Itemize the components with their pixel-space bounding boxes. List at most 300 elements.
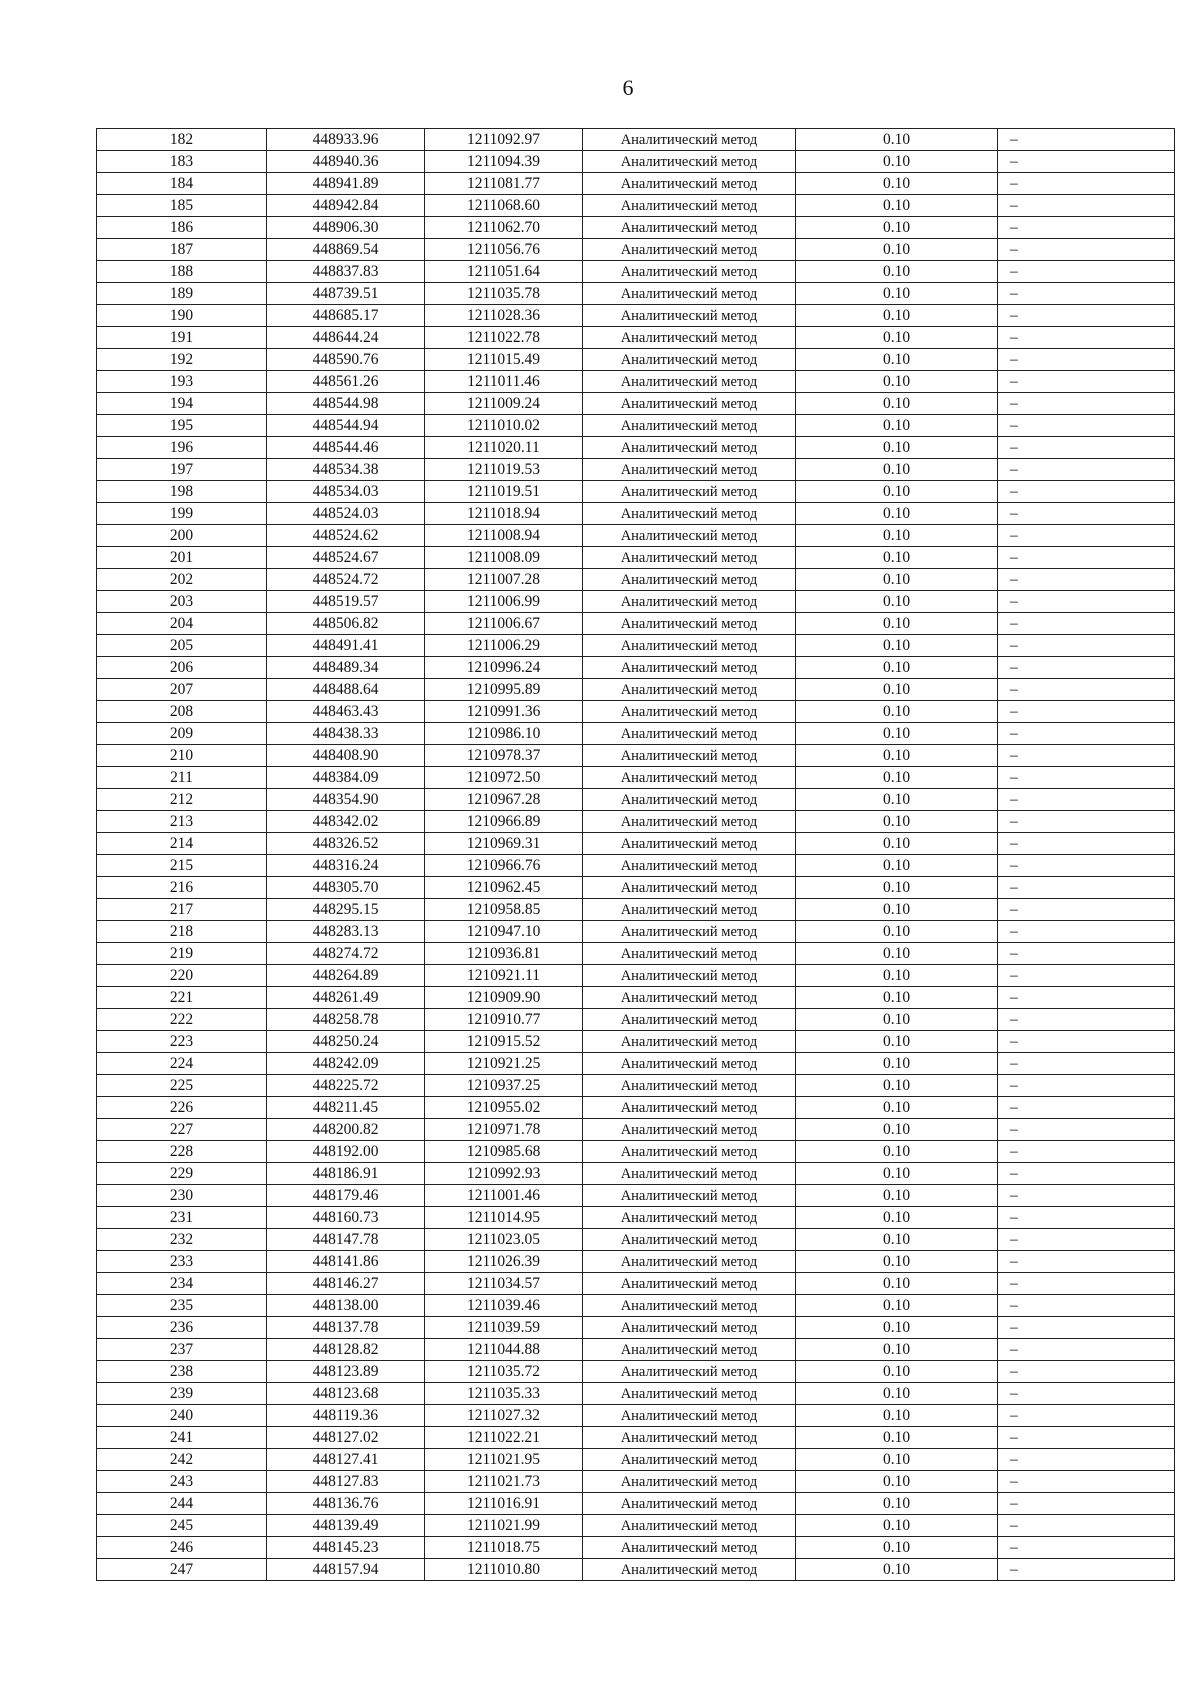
- method-cell: Аналитический метод: [583, 1031, 796, 1053]
- method-cell: Аналитический метод: [583, 855, 796, 877]
- table-row: [97, 393, 1175, 415]
- y-coordinate-cell: 1211001.46: [425, 1185, 583, 1207]
- method-cell: Аналитический метод: [583, 1471, 796, 1493]
- method-cell: Аналитический метод: [583, 481, 796, 503]
- y-coordinate-cell: 1211034.57: [425, 1273, 583, 1295]
- note-cell: –: [998, 745, 1175, 767]
- table-row: [97, 1053, 1175, 1075]
- note-cell: –: [998, 349, 1175, 371]
- table-row: [97, 613, 1175, 635]
- point-number-cell: 211: [97, 767, 267, 789]
- accuracy-cell: 0.10: [796, 371, 998, 393]
- method-cell: Аналитический метод: [583, 943, 796, 965]
- y-coordinate-cell: 1211015.49: [425, 349, 583, 371]
- table-row: [97, 1361, 1175, 1383]
- x-coordinate-cell: 448146.27: [267, 1273, 425, 1295]
- note-cell: –: [998, 415, 1175, 437]
- point-number-cell: 183: [97, 151, 267, 173]
- method-cell: Аналитический метод: [583, 723, 796, 745]
- point-number-cell: 215: [97, 855, 267, 877]
- note-cell: –: [998, 1559, 1175, 1581]
- y-coordinate-cell: 1210996.24: [425, 657, 583, 679]
- note-cell: –: [998, 1515, 1175, 1537]
- point-number-cell: 199: [97, 503, 267, 525]
- accuracy-cell: 0.10: [796, 767, 998, 789]
- note-cell: –: [998, 789, 1175, 811]
- point-number-cell: 240: [97, 1405, 267, 1427]
- accuracy-cell: 0.10: [796, 1471, 998, 1493]
- note-cell: –: [998, 767, 1175, 789]
- accuracy-cell: 0.10: [796, 1207, 998, 1229]
- x-coordinate-cell: 448489.34: [267, 657, 425, 679]
- point-number-cell: 231: [97, 1207, 267, 1229]
- method-cell: Аналитический метод: [583, 415, 796, 437]
- y-coordinate-cell: 1210909.90: [425, 987, 583, 1009]
- method-cell: Аналитический метод: [583, 525, 796, 547]
- accuracy-cell: 0.10: [796, 503, 998, 525]
- method-cell: Аналитический метод: [583, 1053, 796, 1075]
- x-coordinate-cell: 448488.64: [267, 679, 425, 701]
- table-row: [97, 437, 1175, 459]
- y-coordinate-cell: 1211021.99: [425, 1515, 583, 1537]
- point-number-cell: 194: [97, 393, 267, 415]
- x-coordinate-cell: 448739.51: [267, 283, 425, 305]
- x-coordinate-cell: 448145.23: [267, 1537, 425, 1559]
- x-coordinate-cell: 448463.43: [267, 701, 425, 723]
- accuracy-cell: 0.10: [796, 195, 998, 217]
- x-coordinate-cell: 448139.49: [267, 1515, 425, 1537]
- accuracy-cell: 0.10: [796, 1185, 998, 1207]
- method-cell: Аналитический метод: [583, 1537, 796, 1559]
- method-cell: Аналитический метод: [583, 1185, 796, 1207]
- note-cell: –: [998, 239, 1175, 261]
- y-coordinate-cell: 1210985.68: [425, 1141, 583, 1163]
- table-row: [97, 283, 1175, 305]
- y-coordinate-cell: 1210972.50: [425, 767, 583, 789]
- x-coordinate-cell: 448127.02: [267, 1427, 425, 1449]
- y-coordinate-cell: 1210967.28: [425, 789, 583, 811]
- y-coordinate-cell: 1211014.95: [425, 1207, 583, 1229]
- y-coordinate-cell: 1211010.02: [425, 415, 583, 437]
- table-row: [97, 1515, 1175, 1537]
- accuracy-cell: 0.10: [796, 1559, 998, 1581]
- x-coordinate-cell: 448940.36: [267, 151, 425, 173]
- accuracy-cell: 0.10: [796, 1537, 998, 1559]
- y-coordinate-cell: 1210966.89: [425, 811, 583, 833]
- note-cell: –: [998, 1119, 1175, 1141]
- y-coordinate-cell: 1210937.25: [425, 1075, 583, 1097]
- method-cell: Аналитический метод: [583, 129, 796, 151]
- point-number-cell: 206: [97, 657, 267, 679]
- table-row: [97, 1207, 1175, 1229]
- accuracy-cell: 0.10: [796, 1053, 998, 1075]
- method-cell: Аналитический метод: [583, 393, 796, 415]
- accuracy-cell: 0.10: [796, 547, 998, 569]
- note-cell: –: [998, 1163, 1175, 1185]
- y-coordinate-cell: 1210910.77: [425, 1009, 583, 1031]
- x-coordinate-cell: 448141.86: [267, 1251, 425, 1273]
- y-coordinate-cell: 1211039.59: [425, 1317, 583, 1339]
- x-coordinate-cell: 448147.78: [267, 1229, 425, 1251]
- x-coordinate-cell: 448408.90: [267, 745, 425, 767]
- y-coordinate-cell: 1211026.39: [425, 1251, 583, 1273]
- method-cell: Аналитический метод: [583, 1229, 796, 1251]
- note-cell: –: [998, 1405, 1175, 1427]
- note-cell: –: [998, 921, 1175, 943]
- x-coordinate-cell: 448128.82: [267, 1339, 425, 1361]
- point-number-cell: 243: [97, 1471, 267, 1493]
- table-row: [97, 1097, 1175, 1119]
- point-number-cell: 234: [97, 1273, 267, 1295]
- y-coordinate-cell: 1210915.52: [425, 1031, 583, 1053]
- x-coordinate-cell: 448644.24: [267, 327, 425, 349]
- note-cell: –: [998, 1383, 1175, 1405]
- y-coordinate-cell: 1211027.32: [425, 1405, 583, 1427]
- note-cell: –: [998, 525, 1175, 547]
- accuracy-cell: 0.10: [796, 459, 998, 481]
- accuracy-cell: 0.10: [796, 921, 998, 943]
- point-number-cell: 222: [97, 1009, 267, 1031]
- table-row: [97, 525, 1175, 547]
- point-number-cell: 235: [97, 1295, 267, 1317]
- x-coordinate-cell: 448438.33: [267, 723, 425, 745]
- method-cell: Аналитический метод: [583, 1295, 796, 1317]
- x-coordinate-cell: 448283.13: [267, 921, 425, 943]
- point-number-cell: 197: [97, 459, 267, 481]
- method-cell: Аналитический метод: [583, 613, 796, 635]
- x-coordinate-cell: 448305.70: [267, 877, 425, 899]
- method-cell: Аналитический метод: [583, 811, 796, 833]
- accuracy-cell: 0.10: [796, 1163, 998, 1185]
- method-cell: Аналитический метод: [583, 657, 796, 679]
- x-coordinate-cell: 448534.38: [267, 459, 425, 481]
- table-row: [97, 217, 1175, 239]
- accuracy-cell: 0.10: [796, 943, 998, 965]
- accuracy-cell: 0.10: [796, 1405, 998, 1427]
- y-coordinate-cell: 1211021.73: [425, 1471, 583, 1493]
- y-coordinate-cell: 1211018.75: [425, 1537, 583, 1559]
- x-coordinate-cell: 448590.76: [267, 349, 425, 371]
- note-cell: –: [998, 195, 1175, 217]
- table-row: [97, 833, 1175, 855]
- y-coordinate-cell: 1210936.81: [425, 943, 583, 965]
- note-cell: –: [998, 1493, 1175, 1515]
- accuracy-cell: 0.10: [796, 1361, 998, 1383]
- note-cell: –: [998, 635, 1175, 657]
- table-row: [97, 1119, 1175, 1141]
- x-coordinate-cell: 448200.82: [267, 1119, 425, 1141]
- table-row: [97, 1075, 1175, 1097]
- x-coordinate-cell: 448906.30: [267, 217, 425, 239]
- accuracy-cell: 0.10: [796, 657, 998, 679]
- note-cell: –: [998, 987, 1175, 1009]
- table-row: [97, 459, 1175, 481]
- accuracy-cell: 0.10: [796, 305, 998, 327]
- accuracy-cell: 0.10: [796, 679, 998, 701]
- point-number-cell: 182: [97, 129, 267, 151]
- accuracy-cell: 0.10: [796, 151, 998, 173]
- point-number-cell: 205: [97, 635, 267, 657]
- method-cell: Аналитический метод: [583, 591, 796, 613]
- table-row: [97, 1229, 1175, 1251]
- accuracy-cell: 0.10: [796, 833, 998, 855]
- table-row: [97, 305, 1175, 327]
- point-number-cell: 247: [97, 1559, 267, 1581]
- table-row: [97, 1449, 1175, 1471]
- y-coordinate-cell: 1210992.93: [425, 1163, 583, 1185]
- table-row: [97, 1383, 1175, 1405]
- table-row: [97, 173, 1175, 195]
- point-number-cell: 236: [97, 1317, 267, 1339]
- y-coordinate-cell: 1210966.76: [425, 855, 583, 877]
- method-cell: Аналитический метод: [583, 1097, 796, 1119]
- table-row: [97, 569, 1175, 591]
- x-coordinate-cell: 448258.78: [267, 1009, 425, 1031]
- accuracy-cell: 0.10: [796, 591, 998, 613]
- note-cell: –: [998, 151, 1175, 173]
- table-row: [97, 1537, 1175, 1559]
- y-coordinate-cell: 1210947.10: [425, 921, 583, 943]
- method-cell: Аналитический метод: [583, 437, 796, 459]
- x-coordinate-cell: 448316.24: [267, 855, 425, 877]
- table-row: [97, 1427, 1175, 1449]
- y-coordinate-cell: 1211068.60: [425, 195, 583, 217]
- accuracy-cell: 0.10: [796, 789, 998, 811]
- y-coordinate-cell: 1211062.70: [425, 217, 583, 239]
- x-coordinate-cell: 448384.09: [267, 767, 425, 789]
- table-row: [97, 349, 1175, 371]
- method-cell: Аналитический метод: [583, 1251, 796, 1273]
- note-cell: –: [998, 173, 1175, 195]
- method-cell: Аналитический метод: [583, 1515, 796, 1537]
- coordinates-table: [96, 128, 1175, 1581]
- y-coordinate-cell: 1210921.11: [425, 965, 583, 987]
- point-number-cell: 185: [97, 195, 267, 217]
- x-coordinate-cell: 448186.91: [267, 1163, 425, 1185]
- note-cell: –: [998, 1185, 1175, 1207]
- table-row: [97, 921, 1175, 943]
- point-number-cell: 230: [97, 1185, 267, 1207]
- note-cell: –: [998, 1141, 1175, 1163]
- note-cell: –: [998, 591, 1175, 613]
- note-cell: –: [998, 569, 1175, 591]
- point-number-cell: 195: [97, 415, 267, 437]
- point-number-cell: 237: [97, 1339, 267, 1361]
- x-coordinate-cell: 448941.89: [267, 173, 425, 195]
- method-cell: Аналитический метод: [583, 305, 796, 327]
- point-number-cell: 210: [97, 745, 267, 767]
- y-coordinate-cell: 1211081.77: [425, 173, 583, 195]
- table-row: [97, 1493, 1175, 1515]
- x-coordinate-cell: 448119.36: [267, 1405, 425, 1427]
- note-cell: –: [998, 481, 1175, 503]
- note-cell: –: [998, 1427, 1175, 1449]
- y-coordinate-cell: 1211039.46: [425, 1295, 583, 1317]
- point-number-cell: 238: [97, 1361, 267, 1383]
- method-cell: Аналитический метод: [583, 679, 796, 701]
- note-cell: –: [998, 1075, 1175, 1097]
- y-coordinate-cell: 1211006.99: [425, 591, 583, 613]
- y-coordinate-cell: 1211006.67: [425, 613, 583, 635]
- table-row: [97, 679, 1175, 701]
- accuracy-cell: 0.10: [796, 1493, 998, 1515]
- table-row: [97, 1141, 1175, 1163]
- accuracy-cell: 0.10: [796, 1251, 998, 1273]
- y-coordinate-cell: 1211056.76: [425, 239, 583, 261]
- point-number-cell: 203: [97, 591, 267, 613]
- note-cell: –: [998, 899, 1175, 921]
- note-cell: –: [998, 1031, 1175, 1053]
- y-coordinate-cell: 1210955.02: [425, 1097, 583, 1119]
- accuracy-cell: 0.10: [796, 349, 998, 371]
- y-coordinate-cell: 1210995.89: [425, 679, 583, 701]
- table-row: [97, 811, 1175, 833]
- method-cell: Аналитический метод: [583, 239, 796, 261]
- table-row: [97, 327, 1175, 349]
- table-row: [97, 877, 1175, 899]
- y-coordinate-cell: 1210991.36: [425, 701, 583, 723]
- accuracy-cell: 0.10: [796, 173, 998, 195]
- note-cell: –: [998, 613, 1175, 635]
- accuracy-cell: 0.10: [796, 899, 998, 921]
- table-row: [97, 1031, 1175, 1053]
- accuracy-cell: 0.10: [796, 481, 998, 503]
- method-cell: Аналитический метод: [583, 547, 796, 569]
- x-coordinate-cell: 448264.89: [267, 965, 425, 987]
- y-coordinate-cell: 1211035.78: [425, 283, 583, 305]
- accuracy-cell: 0.10: [796, 613, 998, 635]
- note-cell: –: [998, 1339, 1175, 1361]
- x-coordinate-cell: 448211.45: [267, 1097, 425, 1119]
- method-cell: Аналитический метод: [583, 217, 796, 239]
- accuracy-cell: 0.10: [796, 1515, 998, 1537]
- note-cell: –: [998, 503, 1175, 525]
- point-number-cell: 188: [97, 261, 267, 283]
- method-cell: Аналитический метод: [583, 1119, 796, 1141]
- x-coordinate-cell: 448933.96: [267, 129, 425, 151]
- note-cell: –: [998, 1229, 1175, 1251]
- point-number-cell: 191: [97, 327, 267, 349]
- method-cell: Аналитический метод: [583, 195, 796, 217]
- table-row: [97, 481, 1175, 503]
- y-coordinate-cell: 1211051.64: [425, 261, 583, 283]
- method-cell: Аналитический метод: [583, 371, 796, 393]
- method-cell: Аналитический метод: [583, 1207, 796, 1229]
- point-number-cell: 184: [97, 173, 267, 195]
- coordinates-table-body: [97, 129, 1175, 1581]
- accuracy-cell: 0.10: [796, 745, 998, 767]
- table-row: [97, 195, 1175, 217]
- y-coordinate-cell: 1211020.11: [425, 437, 583, 459]
- point-number-cell: 216: [97, 877, 267, 899]
- y-coordinate-cell: 1210978.37: [425, 745, 583, 767]
- table-row: [97, 1009, 1175, 1031]
- y-coordinate-cell: 1211011.46: [425, 371, 583, 393]
- point-number-cell: 245: [97, 1515, 267, 1537]
- accuracy-cell: 0.10: [796, 239, 998, 261]
- y-coordinate-cell: 1211009.24: [425, 393, 583, 415]
- method-cell: Аналитический метод: [583, 283, 796, 305]
- table-row: [97, 151, 1175, 173]
- point-number-cell: 190: [97, 305, 267, 327]
- note-cell: –: [998, 1097, 1175, 1119]
- point-number-cell: 232: [97, 1229, 267, 1251]
- note-cell: –: [998, 965, 1175, 987]
- method-cell: Аналитический метод: [583, 1339, 796, 1361]
- accuracy-cell: 0.10: [796, 855, 998, 877]
- point-number-cell: 209: [97, 723, 267, 745]
- x-coordinate-cell: 448942.84: [267, 195, 425, 217]
- point-number-cell: 202: [97, 569, 267, 591]
- y-coordinate-cell: 1211010.80: [425, 1559, 583, 1581]
- x-coordinate-cell: 448295.15: [267, 899, 425, 921]
- table-row: [97, 503, 1175, 525]
- x-coordinate-cell: 448192.00: [267, 1141, 425, 1163]
- method-cell: Аналитический метод: [583, 327, 796, 349]
- accuracy-cell: 0.10: [796, 1449, 998, 1471]
- accuracy-cell: 0.10: [796, 525, 998, 547]
- table-row: [97, 1163, 1175, 1185]
- x-coordinate-cell: 448869.54: [267, 239, 425, 261]
- method-cell: Аналитический метод: [583, 261, 796, 283]
- table-row: [97, 657, 1175, 679]
- y-coordinate-cell: 1210958.85: [425, 899, 583, 921]
- table-row: [97, 965, 1175, 987]
- accuracy-cell: 0.10: [796, 987, 998, 1009]
- x-coordinate-cell: 448685.17: [267, 305, 425, 327]
- note-cell: –: [998, 833, 1175, 855]
- y-coordinate-cell: 1211035.72: [425, 1361, 583, 1383]
- note-cell: –: [998, 437, 1175, 459]
- method-cell: Аналитический метод: [583, 1449, 796, 1471]
- accuracy-cell: 0.10: [796, 261, 998, 283]
- table-row: [97, 701, 1175, 723]
- method-cell: Аналитический метод: [583, 701, 796, 723]
- point-number-cell: 221: [97, 987, 267, 1009]
- note-cell: –: [998, 1053, 1175, 1075]
- x-coordinate-cell: 448160.73: [267, 1207, 425, 1229]
- method-cell: Аналитический метод: [583, 833, 796, 855]
- y-coordinate-cell: 1211028.36: [425, 305, 583, 327]
- y-coordinate-cell: 1210971.78: [425, 1119, 583, 1141]
- table-row: [97, 1339, 1175, 1361]
- note-cell: –: [998, 877, 1175, 899]
- point-number-cell: 212: [97, 789, 267, 811]
- table-row: [97, 1295, 1175, 1317]
- table-row: [97, 789, 1175, 811]
- note-cell: –: [998, 327, 1175, 349]
- x-coordinate-cell: 448544.98: [267, 393, 425, 415]
- note-cell: –: [998, 943, 1175, 965]
- accuracy-cell: 0.10: [796, 437, 998, 459]
- point-number-cell: 242: [97, 1449, 267, 1471]
- x-coordinate-cell: 448138.00: [267, 1295, 425, 1317]
- accuracy-cell: 0.10: [796, 1031, 998, 1053]
- note-cell: –: [998, 261, 1175, 283]
- x-coordinate-cell: 448225.72: [267, 1075, 425, 1097]
- method-cell: Аналитический метод: [583, 789, 796, 811]
- table-row: [97, 1317, 1175, 1339]
- table-row: [97, 547, 1175, 569]
- note-cell: –: [998, 305, 1175, 327]
- y-coordinate-cell: 1211006.29: [425, 635, 583, 657]
- x-coordinate-cell: 448127.83: [267, 1471, 425, 1493]
- x-coordinate-cell: 448837.83: [267, 261, 425, 283]
- page-number: 6: [622, 75, 634, 100]
- point-number-cell: 192: [97, 349, 267, 371]
- accuracy-cell: 0.10: [796, 1075, 998, 1097]
- note-cell: –: [998, 701, 1175, 723]
